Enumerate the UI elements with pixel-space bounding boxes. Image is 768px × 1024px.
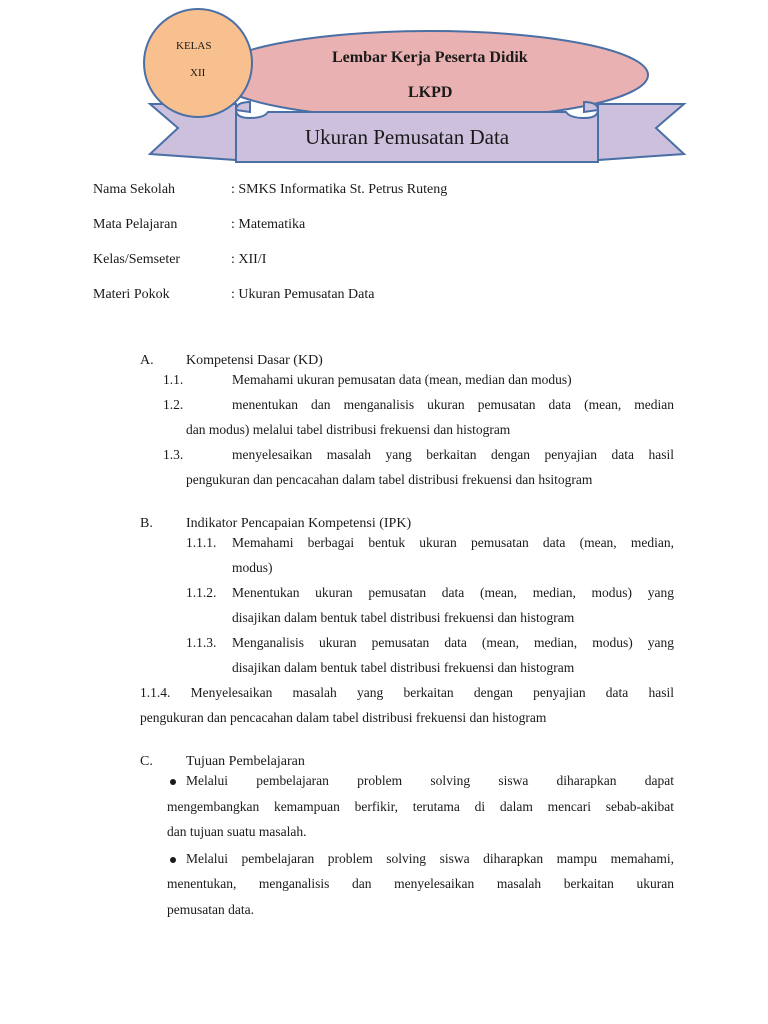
ribbon-left-fold: [236, 102, 250, 112]
item-number: 1.2.: [163, 397, 184, 412]
bullet-icon: [170, 857, 176, 863]
item-number: 1.1.: [163, 372, 184, 387]
kelas-circle: [144, 9, 252, 117]
section-title: Kompetensi Dasar (KD): [186, 353, 323, 368]
item-text-cont: pengukuran dan pencacahan dalam tabel distribusi frekuensi dan hsitogram: [186, 472, 593, 487]
info-value: : SMKS Informatika St. Petrus Ruteng: [231, 182, 448, 197]
bullet-text: Melalui pembelajaran problem solving siswa diharapkan dapat: [186, 773, 674, 788]
item-number: 1.1.3.: [186, 635, 217, 650]
info-value: : XII/I: [231, 252, 267, 267]
item-text: 1.1.4. Menyelesaikan masalah yang berkaitan dengan penyajian data hasil: [140, 685, 674, 700]
item-number: 1.3.: [163, 447, 184, 462]
title-ellipse: [212, 31, 648, 119]
bullet-text-cont: menentukan, menganalisis dan menyelesaikan masalah berkaitan ukuran: [167, 876, 674, 891]
section-letter: B.: [140, 516, 153, 531]
item-text: Menentukan ukuran pemusatan data (mean, median, modus) yang: [232, 585, 674, 600]
kelas-label: KELAS: [176, 40, 212, 52]
item-text-cont: pengukuran dan pencacahan dalam tabel distribusi frekuensi dan histogram: [140, 710, 547, 725]
bullet-text-cont: dan tujuan suatu masalah.: [167, 824, 307, 839]
info-value: : Ukuran Pemusatan Data: [231, 287, 375, 302]
info-label: Mata Pelajaran: [93, 217, 178, 232]
item-number: 1.1.1.: [186, 535, 217, 550]
section-title: Indikator Pencapaian Kompetensi (IPK): [186, 516, 412, 531]
page-title: Lembar Kerja Peserta Didik: [332, 49, 528, 66]
info-label: Materi Pokok: [93, 287, 170, 302]
item-text: Menganalisis ukuran pemusatan data (mean, median, modus) yang: [232, 635, 674, 650]
section-title: Tujuan Pembelajaran: [186, 754, 305, 769]
bullet-icon: [170, 779, 176, 785]
section-letter: C.: [140, 754, 153, 769]
item-text: Memahami berbagai bentuk ukuran pemusatan data (mean, median,: [232, 535, 674, 550]
item-text-cont: disajikan dalam bentuk tabel distribusi frekuensi dan histogram: [232, 660, 575, 675]
page-subtitle: LKPD: [408, 84, 453, 101]
item-text: Memahami ukuran pemusatan data (mean, median dan modus): [232, 372, 572, 387]
section-letter: A.: [140, 353, 154, 368]
item-text: menyelesaikan masalah yang berkaitan dengan penyajian data hasil: [232, 447, 674, 462]
info-value: : Matematika: [231, 217, 306, 232]
item-text: menentukan dan menganalisis ukuran pemusatan data (mean, median: [232, 397, 674, 412]
bullet-text: Melalui pembelajaran problem solving siswa diharapkan mampu memahami,: [186, 851, 674, 866]
item-text-cont: dan modus) melalui tabel distribusi frekuensi dan histogram: [186, 422, 511, 437]
info-label: Nama Sekolah: [93, 182, 176, 197]
ribbon-right-tail: [598, 104, 684, 160]
kelas-value: XII: [190, 67, 206, 79]
item-number: 1.1.2.: [186, 585, 217, 600]
item-text-cont: modus): [232, 560, 273, 575]
bullet-text-cont: mengembangkan kemampuan berfikir, terutama di dalam mencari sebab-akibat: [167, 799, 674, 814]
banner-title: Ukuran Pemusatan Data: [305, 125, 510, 149]
bullet-text-cont: pemusatan data.: [167, 902, 254, 917]
info-label: Kelas/Semseter: [93, 252, 181, 267]
item-text-cont: disajikan dalam bentuk tabel distribusi frekuensi dan histogram: [232, 610, 575, 625]
